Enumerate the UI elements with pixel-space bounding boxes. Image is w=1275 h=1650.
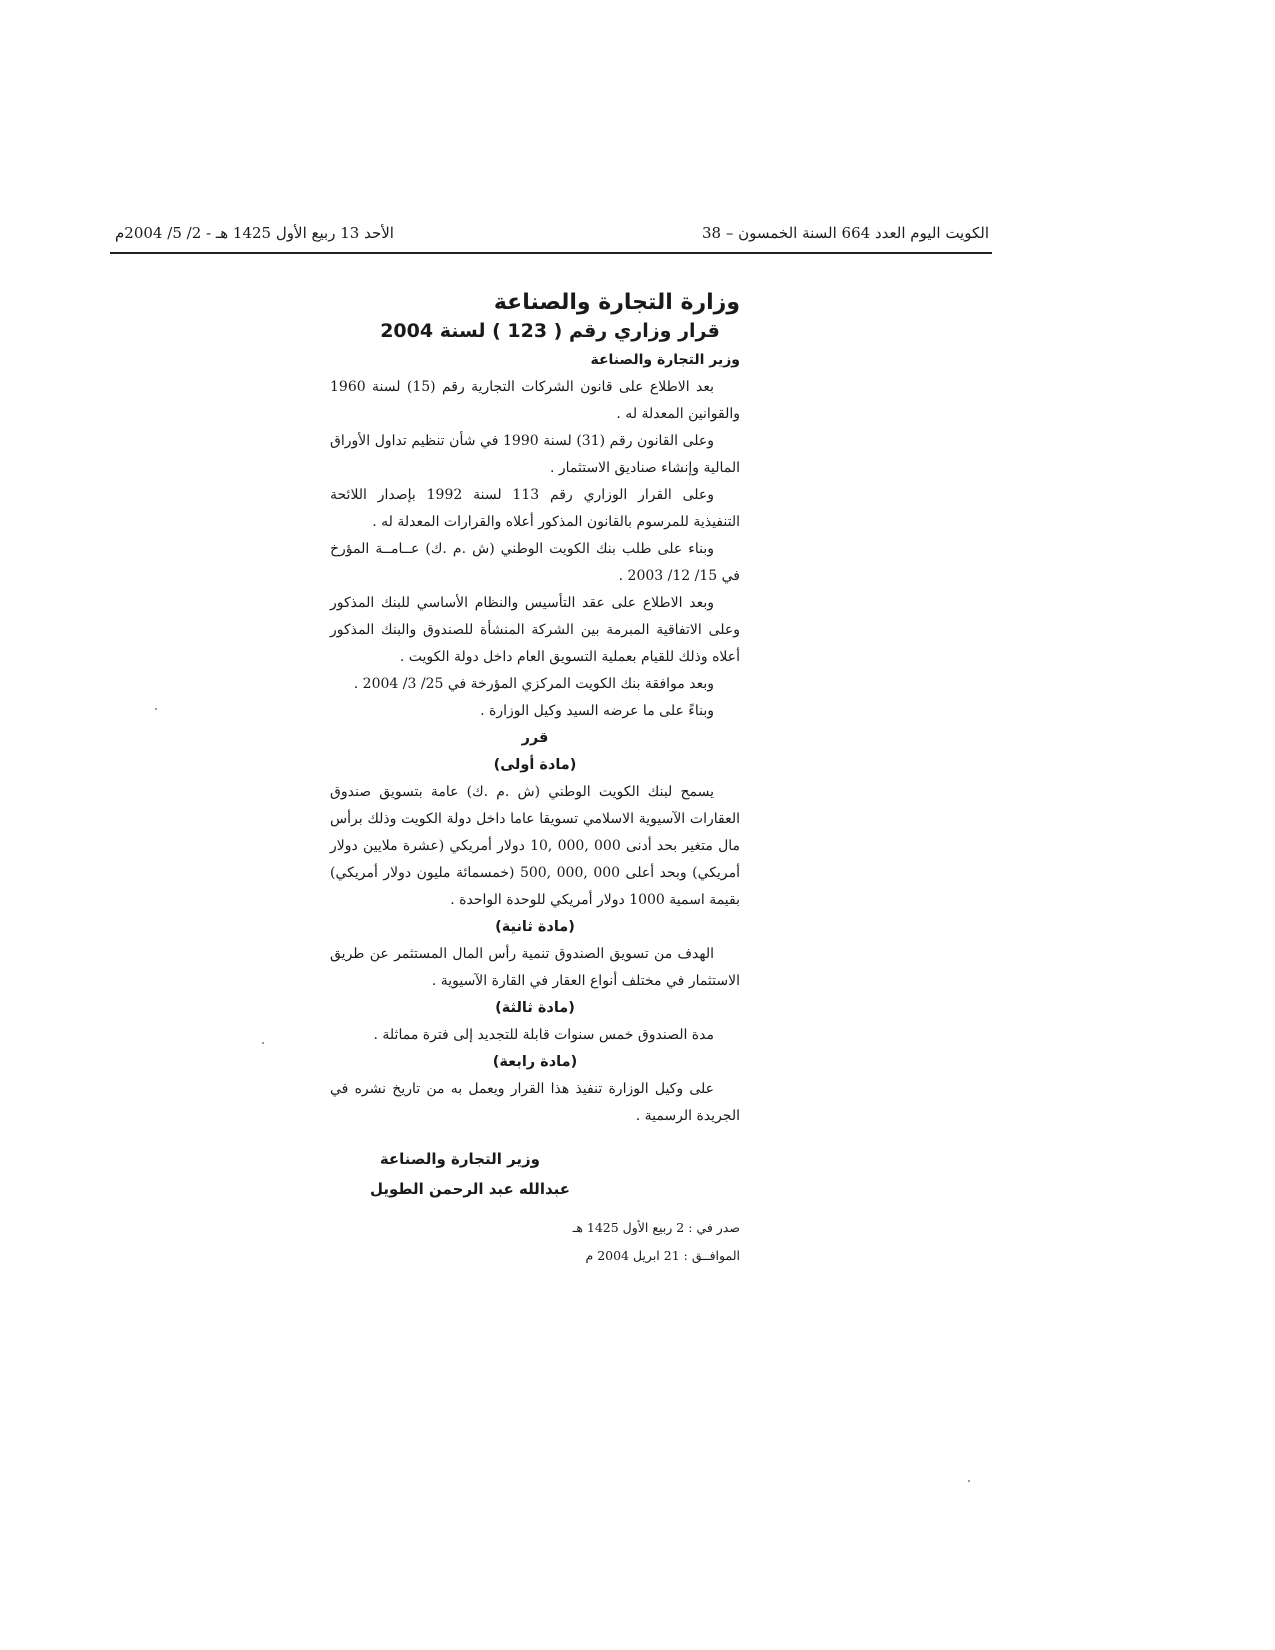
decided-heading: قرر	[521, 730, 549, 746]
preamble-paragraph: بعد الاطلاع على قانون الشركات التجارية رقم (15) لسنة 1960 والقوانين المعدلة له .	[330, 379, 740, 422]
article-text: على وكيل الوزارة تنفيذ هذا القرار ويعمل به من تاريخ نشره في الجريدة الرسمية .	[330, 1081, 740, 1124]
article-text: مدة الصندوق خمس سنوات قابلة للتجديد إلى فترة مماثلة .	[373, 1027, 714, 1043]
article-heading: (مادة أولى)	[493, 757, 577, 773]
scan-speck	[262, 1042, 264, 1044]
preamble-paragraph: وبناءً على ما عرضه السيد وكيل الوزارة .	[480, 703, 714, 719]
preamble-paragraph: وبعد الاطلاع على عقد التأسيس والنظام الأساسي للبنك المذكور وعلى الاتفاقية المبرمة بين الشركة المنشأة للصندوق والبنك المذكور أعلاه وذلك للقيام بعملية التسويق العام داخل دولة الكويت .	[330, 595, 740, 665]
ministry-title: وزارة التجارة والصناعة	[493, 290, 740, 315]
article-heading: (مادة ثانية)	[495, 919, 575, 935]
signature-name: عبدالله عبد الرحمن الطويل	[369, 1180, 570, 1198]
preamble-paragraph: وعلى القانون رقم (31) لسنة 1990 في شأن تنظيم تداول الأوراق المالية وإنشاء صناديق الاستثمار .	[330, 433, 740, 476]
issued-date-hijri: صدر في : 2 ربيع الأول 1425 هـ	[572, 1220, 740, 1235]
minister-heading: وزير التجارة والصناعة	[590, 352, 740, 368]
scan-speck	[155, 708, 157, 710]
decree-body	[330, 374, 740, 1270]
article-heading: (مادة ثالثة)	[495, 1000, 575, 1016]
scan-speck	[968, 1480, 970, 1482]
header-divider	[110, 252, 992, 254]
signature-title: وزير التجارة والصناعة	[379, 1150, 540, 1168]
issued-date-gregorian: الموافــق : 21 ابريل 2004 م	[585, 1248, 740, 1263]
article-text: الهدف من تسويق الصندوق تنمية رأس المال المستثمر عن طريق الاستثمار في مختلف أنواع العقار في القارة الآسيوية .	[330, 946, 740, 989]
header-issue-info: الكويت اليوم العدد 664 السنة الخمسون – 38	[701, 224, 989, 242]
preamble-paragraph: وبناء على طلب بنك الكويت الوطني (ش .م .ك) عــامــة المؤرخ في 15/ 12/ 2003 .	[330, 541, 740, 584]
header-date: الأحد 13 ربيع الأول 1425 هـ - 2/ 5/ 2004م	[115, 224, 394, 242]
preamble-paragraph: وبعد موافقة بنك الكويت المركزي المؤرخة في 25/ 3/ 2004 .	[353, 676, 714, 692]
article-heading: (مادة رابعة)	[492, 1054, 578, 1070]
decree-title: قرار وزاري رقم ( 123 ) لسنة 2004	[380, 320, 720, 342]
article-text: يسمح لبنك الكويت الوطني (ش .م .ك) عامة بتسويق صندوق العقارات الآسيوية الاسلامي تسويقا عاما داخل دولة الكويت وذلك برأس مال متغير بحد أدنى 000 ,000 ,10 دولار أمريكي (عشرة ملايين دولار أمريكي) وبحد أعلى 000 ,000 ,500 (خمسمائة مليون دولار أمريكي) بقيمة اسمية 1000 دولار أمريكي للوحدة الواحدة .	[330, 784, 741, 908]
preamble-paragraph: وعلى القرار الوزاري رقم 113 لسنة 1992 بإصدار اللائحة التنفيذية للمرسوم بالقانون المذكور أعلاه والقرارات المعدلة له .	[330, 487, 740, 530]
